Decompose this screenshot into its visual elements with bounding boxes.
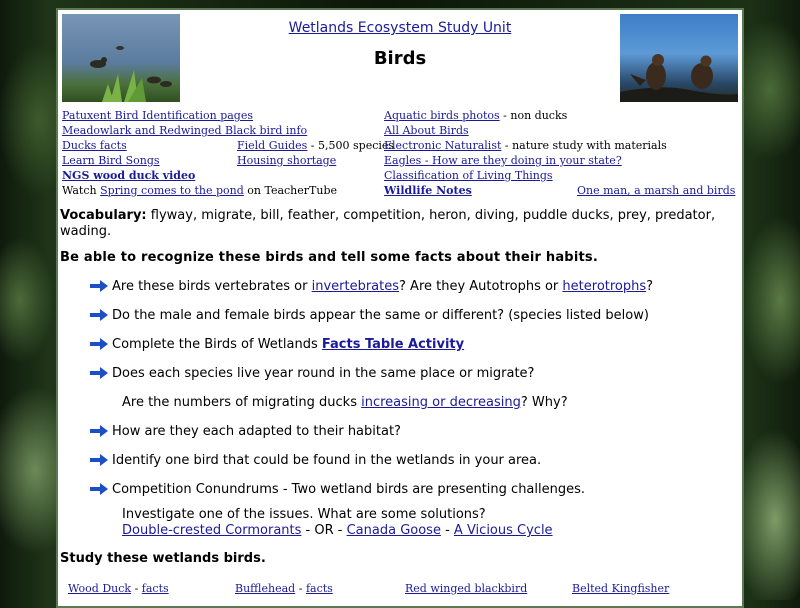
all-about-birds-link[interactable]: All About Birds	[384, 124, 469, 137]
heterotrophs-link[interactable]: heterotrophs	[562, 279, 647, 294]
wood-duck-facts-link[interactable]: facts	[141, 582, 169, 595]
red-winged-blackbird-link[interactable]: Red winged blackbird	[405, 582, 528, 595]
field-guides-note: - 5,500 species	[307, 139, 395, 152]
vicious-cycle-link[interactable]: A Vicious Cycle	[453, 523, 553, 538]
housing-shortage-link[interactable]: Housing shortage	[237, 154, 337, 167]
field-guides-link[interactable]: Field Guides	[237, 139, 308, 152]
ducks-facts-link[interactable]: Ducks facts	[62, 139, 127, 152]
watch-prefix: Watch	[62, 184, 101, 197]
vocabulary-text: flyway, migrate, bill, feather, competition, heron, diving, puddle ducks, prey, predator, wading.	[60, 208, 716, 239]
recognize-heading: Be able to recognize these birds and tell some facts about their habits.	[60, 250, 598, 265]
arrow-right-icon	[90, 279, 108, 293]
arrow-right-icon	[90, 337, 108, 351]
learn-bird-songs-link[interactable]: Learn Bird Songs	[62, 154, 160, 167]
study-heading: Study these wetlands birds.	[60, 551, 266, 566]
aquatic-birds-note: - non ducks	[499, 109, 568, 122]
question-subitem: Investigate one of the issues. What are some solutions? Double-crested Cormorants - OR - Canada Goose - A Vicious Cycle	[122, 507, 553, 538]
content-panel	[56, 8, 744, 608]
question-item: Identify one bird that could be found in the wetlands in your area.	[60, 453, 740, 469]
belted-kingfisher-link[interactable]: Belted Kingfisher	[572, 582, 670, 595]
spring-pond-link[interactable]: Spring comes to the pond	[100, 184, 244, 197]
resource-links	[62, 108, 742, 198]
links-row	[62, 183, 742, 198]
increasing-decreasing-link[interactable]: increasing or decreasing	[361, 395, 521, 410]
arrow-right-icon	[90, 453, 108, 467]
question-subitem: Are the numbers of migrating ducks increasing or decreasing? Why?	[122, 395, 568, 410]
arrow-right-icon	[90, 308, 108, 322]
meadowlark-link[interactable]: Meadowlark and Redwinged Black bird info	[62, 124, 308, 137]
electronic-naturalist-link[interactable]: Electronic Naturalist	[384, 139, 502, 152]
arrow-right-icon	[90, 366, 108, 380]
page-title: Birds	[373, 48, 427, 69]
question-item: Does each species live year round in the same place or migrate?	[60, 366, 740, 382]
bufflehead-link[interactable]: Bufflehead	[235, 582, 296, 595]
ngs-wood-duck-video-link[interactable]: NGS wood duck video	[62, 169, 196, 182]
header-title	[58, 20, 742, 36]
facts-table-activity-link[interactable]: Facts Table Activity	[321, 337, 465, 352]
electronic-naturalist-note: - nature study with materials	[501, 139, 667, 152]
cormorants-link[interactable]: Double-crested Cormorants	[122, 523, 302, 538]
main-content	[60, 208, 740, 597]
links-row	[62, 138, 742, 153]
canada-goose-link[interactable]: Canada Goose	[346, 523, 441, 538]
birds-row: Wood Duck - facts Bufflehead - facts Red winged blackbird Belted Kingfisher	[68, 582, 670, 595]
unit-link[interactable]: Wetlands Ecosystem Study Unit	[288, 20, 512, 36]
question-item: Are these birds vertebrates or invertebrates? Are they Autotrophs or heterotrophs?	[60, 279, 740, 295]
question-item: Do the male and female birds appear the same or different? (species listed below)	[60, 308, 740, 324]
links-row	[62, 153, 742, 168]
links-row	[62, 168, 742, 183]
links-row	[62, 108, 742, 123]
patuxent-link[interactable]: Patuxent Bird Identification pages	[62, 109, 253, 122]
one-man-marsh-link[interactable]: One man, a marsh and birds	[577, 184, 736, 197]
aquatic-birds-photos-link[interactable]: Aquatic birds photos	[384, 109, 500, 122]
links-row	[62, 123, 742, 138]
vocabulary-label: Vocabulary:	[60, 208, 147, 223]
classification-link[interactable]: Classification of Living Things	[384, 169, 553, 182]
invertebrates-link[interactable]: invertebrates	[311, 279, 400, 294]
eagles-link[interactable]: Eagles - How are they doing in your state?	[384, 154, 622, 167]
wildlife-notes-link[interactable]: Wildlife Notes	[384, 184, 472, 197]
arrow-right-icon	[90, 482, 108, 496]
vocabulary	[60, 208, 740, 240]
teachertube-suffix: on TeacherTube	[243, 184, 338, 197]
question-item: Competition Conundrums - Two wetland birds are presenting challenges.	[60, 482, 740, 498]
question-item: How are they each adapted to their habitat?	[60, 424, 740, 440]
question-item: Complete the Birds of Wetlands Facts Table Activity	[60, 337, 740, 353]
arrow-right-icon	[90, 424, 108, 438]
bufflehead-facts-link[interactable]: facts	[305, 582, 333, 595]
wood-duck-link[interactable]: Wood Duck	[68, 582, 132, 595]
